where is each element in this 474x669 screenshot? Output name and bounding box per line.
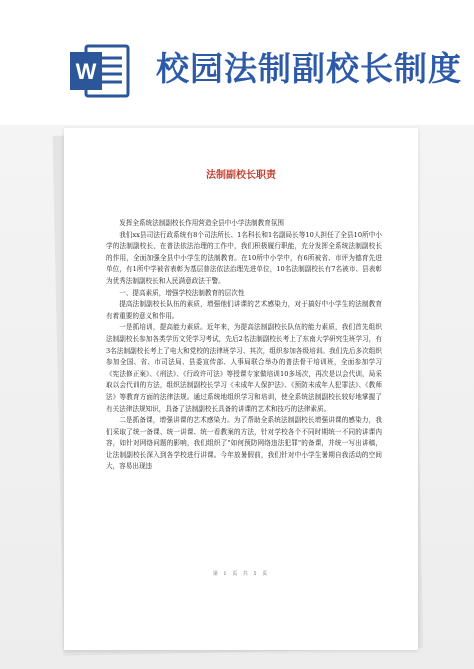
document-title: 法制副校长职责	[206, 170, 276, 181]
paragraph-2: 我们xx县司法行政系统有8个司法所长、1名科长和1名副局长等10人担任了全县10所中小学的法制副校长，在普法依法治理的工作中，我们积极履行职能，充分发挥全系统法制副校长的作用，全面加强全县中小学生的法制教育。在10所中小学中，有6所被省、市评为德育先进单位，有1所中学被省表彰为基层普法依法治理先进单位，10名法制副校长有7名被市、县表彰为优秀法制副校长和人民满意政法干警。	[106, 230, 382, 285]
paragraph-1: 发挥全系统法制副校长作用营造全县中小学法制教育氛围	[119, 219, 285, 227]
document-body	[106, 218, 382, 473]
page-footer: 第 1 页 共 5 页	[212, 571, 270, 577]
word-document-icon	[68, 42, 130, 100]
paragraph-4: 提高法制副校长队伍的素质，增强他们讲课的艺术感染力，对于搞好中小学生的法制教育有着重要的意义和作用。	[106, 300, 382, 320]
word-icon-letter: W	[75, 59, 97, 84]
paragraph-3: 一、提高素质，增强学校法制教育的层次性	[119, 288, 245, 297]
paragraph-5: 一是抓培训，提高能力素质。近年来，为提高法制副校长队伍的能力素质，我们首先组织法制副校长参加各类学历文凭学习考试，先后2名法制副校长考上了东南大学研究生班学习，有3名法制副校长考上了电大和党校的法律班学习、其次，组织参加各级培训。我们先后多次组织参加全国、省、市司法局、县委宣传部、人事局联合举办的普法骨干培训班，全面参加学习《宪法修正案》、《刑法》、《行政许可法》等授课专家做培训10多场次，再次是以会代训，局采取以会代训的方法，组织法制副校长学习《未成年人保护法》、《预防未成年人犯罪法》、《教师法》等教育方面的法律法规。通过系统地组织学习和培训，使全系统法制副校长较好地掌握了有关法律法规知识，具备了法制副校长具备的讲课的艺术和技巧的法律素质。	[106, 323, 382, 413]
banner-title: 校园法制副校长制度	[156, 49, 462, 88]
top-banner	[0, 0, 474, 125]
paragraph-6: 二是抓备课，增强讲课的艺术感染力。为了帮助全系统法制副校长增强讲课的感染力，我们采取了统一备课、统一讲课、统一看教案的方法，针对学校各个不同时期统一不同的讲课内容，如针对网络问题的影响，我们组织了"如何预防网络违法犯罪"的备课，并统一写出讲稿，让法制副校长深入到各学校进行讲课。今年放暑假前，我们针对中小学生暑期自我活动的空间大，容易出现违	[106, 416, 382, 471]
document-page	[64, 128, 418, 650]
